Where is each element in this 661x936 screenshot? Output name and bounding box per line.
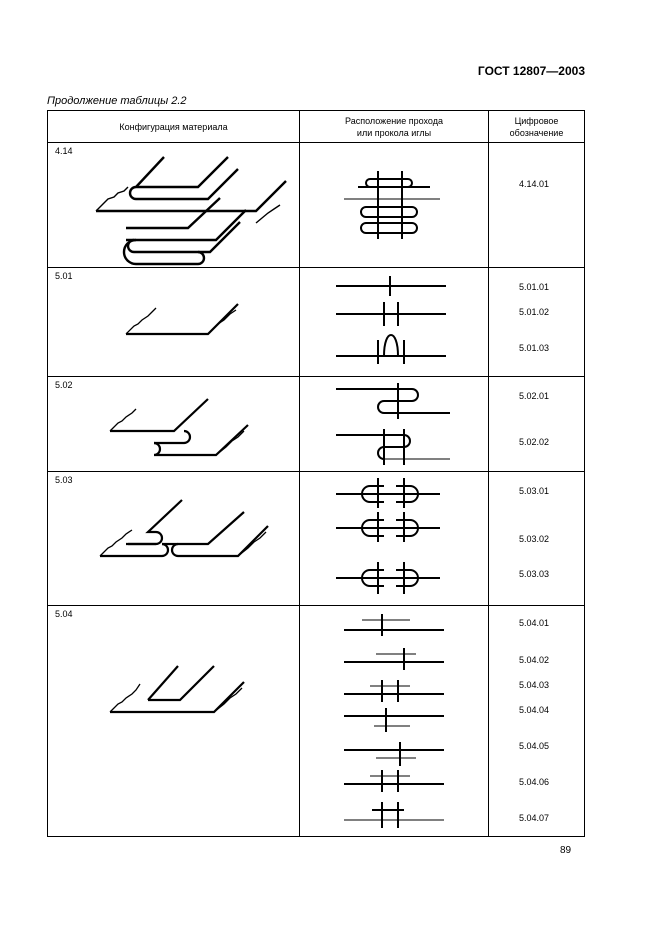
code-cell [489, 377, 585, 472]
code-value: 5.04.02 [519, 655, 550, 665]
needle-position-cell [300, 377, 489, 472]
material-diagram-5-04 [48, 606, 300, 836]
code-value: 5.01.01 [519, 282, 550, 292]
row-label: 5.02 [55, 380, 73, 390]
needle-position-cell [300, 606, 489, 837]
material-config-cell [48, 606, 300, 837]
table-header-row [48, 111, 585, 143]
code-cell [489, 472, 585, 606]
row-label: 4.14 [55, 146, 73, 156]
code-value: 5.04.03 [519, 680, 550, 690]
needle-position-cell [300, 143, 489, 268]
row-label: 5.04 [55, 609, 73, 619]
code-value: 5.04.01 [519, 618, 550, 628]
table-row [48, 143, 585, 268]
code-value: 5.04.06 [519, 777, 550, 787]
needle-diagram-5-02 [300, 377, 489, 471]
material-diagram-5-01 [48, 268, 300, 376]
header-code-line2: обозначение [509, 127, 564, 138]
needle-diagram-4-14 [300, 143, 489, 267]
header-code [489, 111, 585, 143]
header-needle-position-line1: Расположение прохода [345, 115, 443, 126]
page-number: 89 [560, 845, 572, 856]
needle-position-cell [300, 472, 489, 606]
code-value: 5.02.02 [519, 437, 550, 447]
material-config-cell [48, 377, 300, 472]
standard-title: ГОСТ 12807—2003 [477, 64, 585, 78]
material-diagram-5-02 [48, 377, 300, 471]
needle-diagram-5-04 [300, 606, 489, 836]
header-needle-position [300, 111, 489, 143]
code-value: 5.03.01 [519, 486, 550, 496]
needle-position-cell [300, 268, 489, 377]
row-label: 5.01 [55, 271, 73, 281]
code-cell [489, 143, 585, 268]
table-row [48, 268, 585, 377]
table-caption: Продолжение таблицы 2.2 [47, 95, 187, 107]
code-value: 5.04.04 [519, 705, 550, 715]
header-needle-position-line2: или прокола иглы [356, 127, 432, 138]
code-value: 5.02.01 [519, 391, 550, 401]
stitch-table [47, 110, 585, 837]
material-diagram-4-14 [48, 143, 300, 267]
header-code-line1: Цифровое [514, 115, 559, 126]
code-value: 5.04.07 [519, 813, 550, 823]
code-value: 5.04.05 [519, 741, 550, 751]
table-row [48, 472, 585, 606]
header-material-config: Конфигурация материала [48, 111, 300, 143]
code-value: 4.14.01 [519, 179, 550, 189]
code-cell [489, 606, 585, 837]
table-row [48, 606, 585, 837]
table-row [48, 377, 585, 472]
code-value: 5.03.03 [519, 569, 550, 579]
material-config-cell [48, 268, 300, 377]
code-cell [489, 268, 585, 377]
row-label: 5.03 [55, 475, 73, 485]
needle-diagram-5-01 [300, 268, 489, 376]
material-config-cell [48, 143, 300, 268]
material-config-cell [48, 472, 300, 606]
material-diagram-5-03 [48, 472, 300, 605]
code-value: 5.01.03 [519, 343, 550, 353]
needle-diagram-5-03 [300, 472, 489, 605]
code-value: 5.01.02 [519, 307, 550, 317]
code-value: 5.03.02 [519, 534, 550, 544]
